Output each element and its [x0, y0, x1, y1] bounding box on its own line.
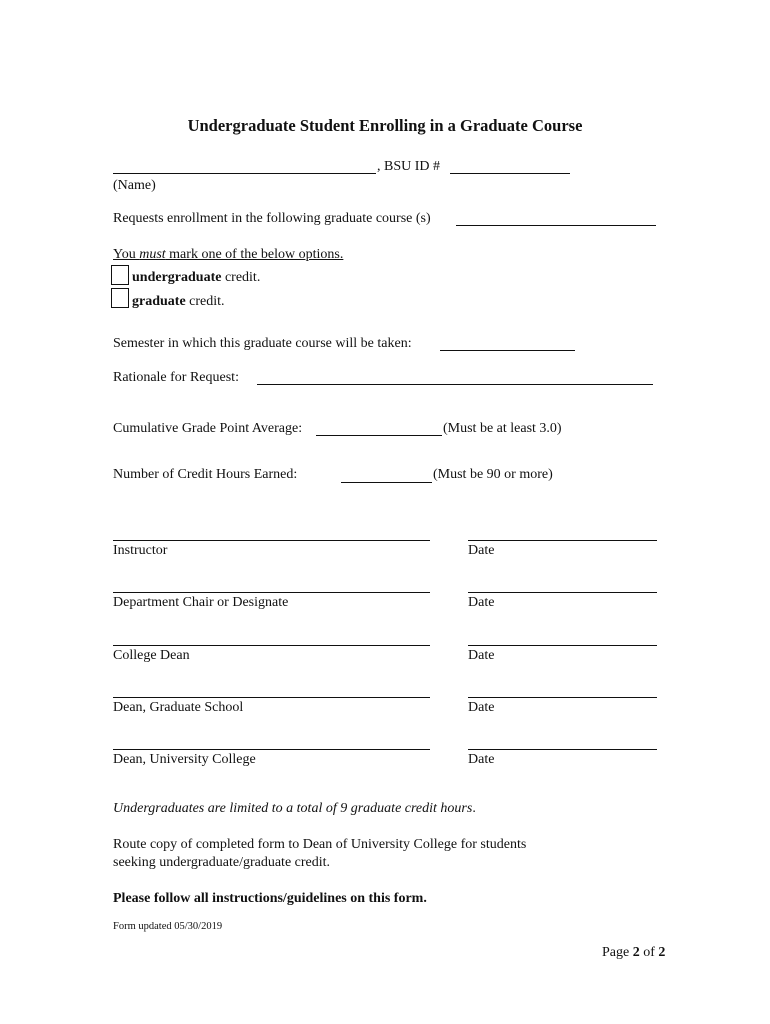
graduate-dean-date-line[interactable] [468, 697, 657, 698]
bsu-id-label: , BSU ID # [377, 159, 441, 174]
undergraduate-credit-label [132, 270, 260, 286]
form-updated-date: Form updated 05/30/2019 [113, 921, 223, 932]
instructor-signature-line[interactable] [113, 540, 430, 541]
university-college-dean-label: Dean, University College [113, 752, 256, 767]
undergraduate-credit-bold: undergraduate [132, 270, 222, 285]
page-total: 2 [658, 945, 666, 960]
department-chair-signature-line[interactable] [113, 592, 430, 593]
rationale-label: Rationale for Request: [113, 370, 239, 385]
graduate-dean-label: Dean, Graduate School [113, 700, 244, 715]
options-prompt-emphasis: must [139, 247, 166, 262]
graduate-credit-label [132, 294, 225, 310]
name-label: (Name) [113, 178, 156, 193]
bsu-id-field-line[interactable] [450, 173, 570, 174]
department-chair-date-line[interactable] [468, 592, 657, 593]
department-chair-date-label: Date [468, 595, 495, 610]
form-title: Undergraduate Student Enrolling in a Graduate Course [187, 116, 583, 135]
credit-hours-note: (Must be 90 or more) [433, 467, 553, 482]
gpa-label: Cumulative Grade Point Average: [113, 421, 303, 436]
route-instruction-line-1: Route copy of completed form to Dean of University College for students [113, 837, 527, 852]
follow-instructions-note: Please follow all instructions/guidelines on this form. [113, 891, 427, 906]
graduate-credit-bold: graduate [132, 294, 186, 309]
page-middle: of [639, 945, 659, 960]
graduate-dean-date-label: Date [468, 700, 495, 715]
course-field-line[interactable] [456, 225, 656, 226]
name-field-line[interactable] [113, 173, 376, 174]
college-dean-label: College Dean [113, 648, 190, 663]
university-college-dean-signature-line[interactable] [113, 749, 430, 750]
credit-limit-note-text: Undergraduates are limited to a total of 9 graduate credit hours [113, 801, 473, 816]
options-prompt [113, 247, 343, 263]
undergraduate-credit-checkbox[interactable] [111, 265, 129, 285]
semester-field-line[interactable] [440, 350, 575, 351]
university-college-dean-date-line[interactable] [468, 749, 657, 750]
credit-limit-note-period: . [472, 801, 476, 816]
gpa-field-line[interactable] [316, 435, 442, 436]
university-college-dean-date-label: Date [468, 752, 495, 767]
graduate-dean-signature-line[interactable] [113, 697, 430, 698]
gpa-note: (Must be at least 3.0) [443, 421, 562, 436]
college-dean-date-label: Date [468, 648, 495, 663]
undergraduate-credit-rest: credit. [221, 270, 261, 285]
instructor-label: Instructor [113, 543, 168, 558]
department-chair-label: Department Chair or Designate [113, 595, 289, 610]
options-prompt-post: mark one of the below options. [165, 247, 344, 262]
credit-hours-field-line[interactable] [341, 482, 432, 483]
instructor-date-label: Date [468, 543, 495, 558]
college-dean-signature-line[interactable] [113, 645, 430, 646]
options-prompt-pre: You [113, 247, 140, 262]
graduate-credit-checkbox[interactable] [111, 288, 129, 308]
page-prefix: Page [602, 945, 633, 960]
college-dean-date-line[interactable] [468, 645, 657, 646]
instructor-date-line[interactable] [468, 540, 657, 541]
credit-hours-label: Number of Credit Hours Earned: [113, 467, 298, 482]
graduate-credit-rest: credit. [185, 294, 225, 309]
page-number [602, 945, 665, 961]
route-instruction-line-2: seeking undergraduate/graduate credit. [113, 855, 331, 870]
rationale-field-line[interactable] [257, 384, 653, 385]
semester-label: Semester in which this graduate course will be taken: [113, 336, 412, 351]
course-request-label: Requests enrollment in the following graduate course (s) [113, 211, 431, 226]
page-current: 2 [632, 945, 640, 960]
credit-limit-note [113, 801, 476, 817]
